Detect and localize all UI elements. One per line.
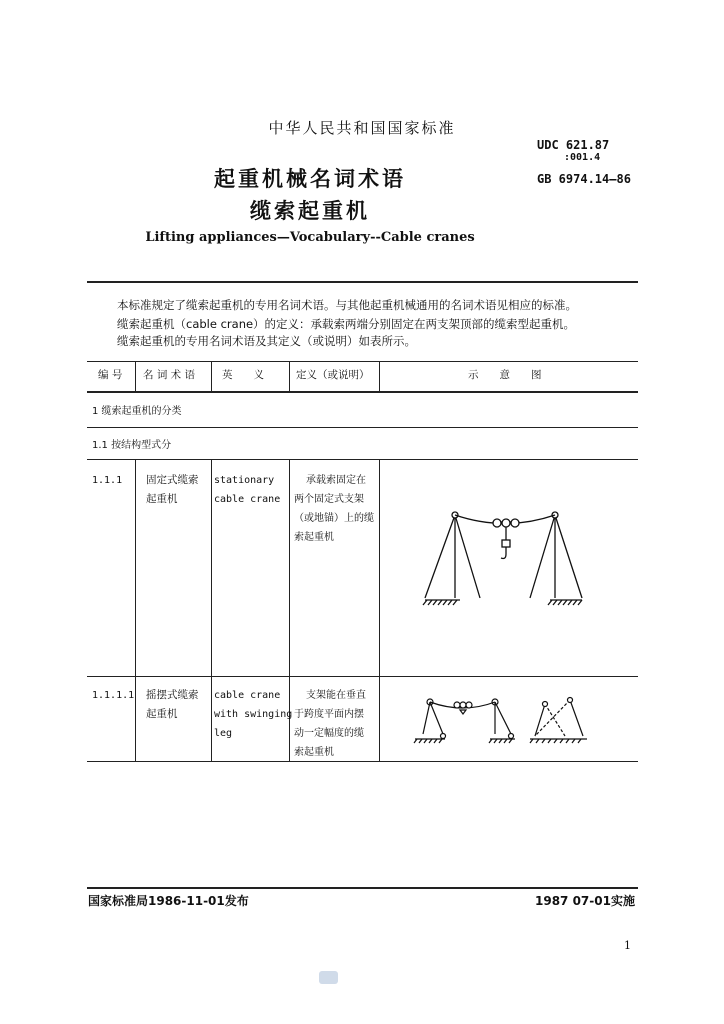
term-line: 起重机 bbox=[146, 708, 178, 720]
term-line: 起重机 bbox=[146, 493, 178, 505]
table-top-rule bbox=[87, 361, 638, 362]
national-standard-heading: 中华人民共和国国家标准 bbox=[268, 119, 456, 137]
udc-code-suffix: :001.4 bbox=[564, 152, 601, 163]
definition-line: （或地锚）上的缆 bbox=[294, 513, 374, 524]
header-number: 编 号 bbox=[98, 369, 123, 381]
row-number: 1.1.1.1 bbox=[92, 690, 135, 701]
subsection-rule bbox=[87, 459, 638, 460]
row-term bbox=[146, 471, 199, 509]
footer-rule bbox=[87, 887, 638, 889]
intro-line-1: 本标准规定了缆索起重机的专用名词术语。与其他起重机械通用的名词术语见相应的标准。 bbox=[117, 298, 577, 312]
stationary-cable-crane-diagram bbox=[400, 490, 600, 610]
col-divider bbox=[211, 459, 212, 761]
english-line: cable crane bbox=[214, 494, 281, 505]
intro-line-3: 缆索起重机的专用名词术语及其定义（或说明）如表所示。 bbox=[117, 334, 416, 348]
header-definition: 定义（或说明） bbox=[296, 369, 370, 381]
row-number: 1.1.1 bbox=[92, 475, 123, 486]
definition-line: 承载索固定在 bbox=[306, 475, 366, 486]
swinging-leg-cable-crane-diagram bbox=[405, 692, 595, 752]
term-line: 固定式缆索 bbox=[146, 474, 199, 486]
row-english bbox=[214, 471, 280, 509]
col-divider bbox=[211, 362, 212, 391]
intro-line-2: 缆索起重机（cable crane）的定义：承载索两端分别固定在两支架顶部的缆索型起重机。 bbox=[117, 317, 576, 331]
effective-date: 1987 07-01实施 bbox=[535, 894, 635, 908]
row-term bbox=[146, 686, 199, 724]
header-rule bbox=[87, 281, 638, 283]
row-definition bbox=[294, 471, 376, 547]
english-title: Lifting appliances—Vocabulary--Cable cranes bbox=[145, 230, 475, 245]
document-title: 起重机械名词术语 bbox=[214, 167, 406, 191]
section-heading: 1 缆索起重机的分类 bbox=[92, 406, 182, 417]
subsection-heading: 1.1 按结构型式分 bbox=[92, 440, 172, 451]
definition-line: 索起重机 bbox=[294, 532, 334, 543]
page-number: 1 bbox=[624, 939, 631, 952]
row-english bbox=[214, 686, 292, 743]
definition-line: 索起重机 bbox=[294, 747, 334, 758]
definition-line: 两个固定式支架 bbox=[294, 494, 364, 505]
col-divider bbox=[135, 362, 136, 391]
header-diagram: 示 意 图 bbox=[468, 369, 542, 381]
row-definition bbox=[294, 686, 376, 762]
table-header-rule bbox=[87, 391, 638, 393]
gb-number: GB 6974.14—86 bbox=[537, 172, 631, 186]
header-english: 英 义 bbox=[222, 369, 264, 381]
definition-line: 动一定幅度的缆 bbox=[294, 728, 364, 739]
english-line: with swinging bbox=[214, 709, 293, 720]
header-term: 名 词 术 语 bbox=[143, 369, 196, 381]
english-line: cable crane bbox=[214, 690, 281, 701]
col-divider bbox=[379, 362, 380, 391]
term-line: 摇摆式缆索 bbox=[146, 689, 199, 701]
section-rule bbox=[87, 427, 638, 428]
col-divider bbox=[135, 459, 136, 761]
issue-date: 国家标准局1986-11-01发布 bbox=[88, 894, 249, 908]
english-line: stationary bbox=[214, 475, 275, 486]
udc-code: UDC 621.87 bbox=[537, 138, 610, 152]
watermark-icon bbox=[319, 971, 338, 984]
document-subtitle: 缆索起重机 bbox=[250, 199, 370, 223]
english-line: leg bbox=[214, 728, 233, 739]
col-divider bbox=[379, 459, 380, 761]
row-rule bbox=[87, 676, 638, 677]
definition-line: 支架能在垂直 bbox=[306, 690, 366, 701]
definition-line: 于跨度平面内摆 bbox=[294, 709, 364, 720]
col-divider bbox=[289, 362, 290, 391]
